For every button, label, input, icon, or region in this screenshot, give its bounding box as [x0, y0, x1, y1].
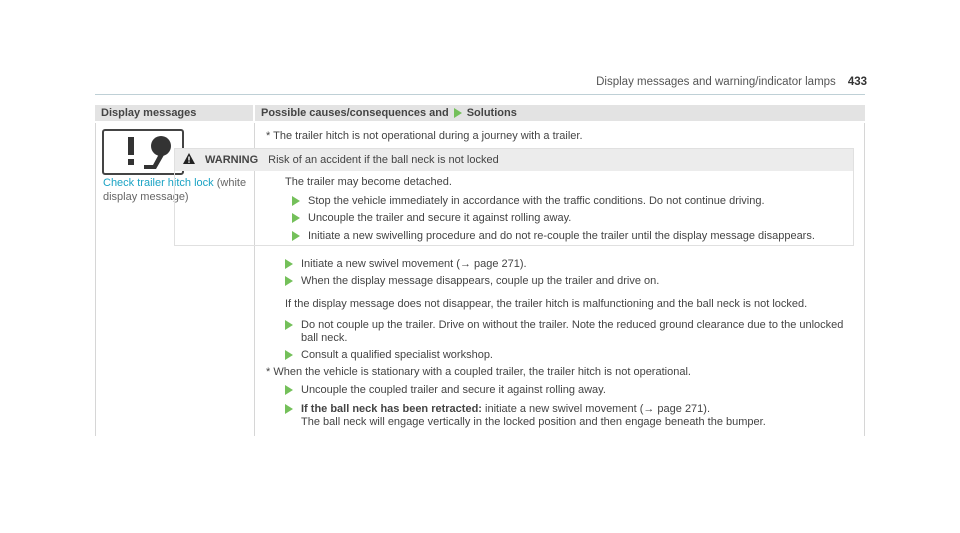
step-bold: If the ball neck has been retracted: — [301, 403, 482, 415]
step-arrow-icon — [285, 350, 293, 360]
divider — [864, 123, 865, 436]
step-arrow-icon — [285, 320, 293, 330]
step — [285, 318, 843, 332]
step-text: Initiate a new swivelling procedure and do not re-couple the trailer until the display message disappears. — [308, 230, 815, 242]
step-rest: initiate a new swivel movement (→ page 271). — [485, 403, 711, 415]
paragraph: If the display message does not disappear, the trailer hitch is malfunctioning and the ball neck is not locked. — [285, 298, 808, 310]
note-line: * The trailer hitch is not operational during a journey with a trailer. — [266, 130, 583, 142]
step-text — [301, 402, 710, 416]
col2-header-b: Solutions — [466, 107, 517, 119]
warning-text: Risk of an accident if the ball neck is not locked — [268, 154, 499, 166]
step-text: Consult a qualified specialist workshop. — [301, 349, 493, 361]
warning-title: WARNING — [205, 154, 259, 166]
note-line: * When the vehicle is stationary with a coupled trailer, the trailer hitch is not operational. — [266, 366, 691, 378]
step-text: Do not couple up the trailer. Drive on without the trailer. Note the reduced ground clearance due to the unlocked — [301, 319, 844, 331]
step-arrow-icon — [285, 385, 293, 395]
step-text: Uncouple the trailer and secure it against rolling away. — [308, 212, 572, 224]
step — [285, 274, 659, 288]
step-text-cont: The ball neck will engage vertically in the locked position and then engage beneath the bumper. — [301, 416, 766, 428]
step — [292, 229, 815, 243]
step-arrow-icon — [285, 259, 293, 269]
header-rule — [95, 94, 865, 95]
warning-body: The trailer may become detached. — [285, 176, 452, 188]
divider — [95, 123, 96, 436]
step-text: When the display message disappears, couple up the trailer and drive on. — [301, 275, 660, 287]
step — [285, 402, 710, 416]
step — [292, 194, 765, 208]
step-arrow-icon — [285, 276, 293, 286]
arrow-icon — [454, 108, 462, 118]
col2-header — [255, 105, 865, 121]
step — [292, 211, 571, 225]
col2-header-a: Possible causes/consequences and — [261, 107, 449, 119]
message-link[interactable]: Check trailer hitch lock — [103, 177, 214, 189]
step-arrow-icon — [292, 231, 300, 241]
message-suffix: (white display message) — [103, 177, 247, 203]
warning-icon — [183, 153, 195, 167]
step-arrow-icon — [285, 404, 293, 414]
step-text: Uncouple the coupled trailer and secure it against rolling away. — [301, 384, 606, 396]
step-arrow-icon — [292, 196, 300, 206]
page-header — [596, 76, 867, 88]
step-text-cont: ball neck. — [301, 332, 348, 344]
col1-header: Display messages — [95, 105, 253, 121]
step — [285, 383, 606, 397]
warning-header — [175, 149, 853, 171]
trailer-hitch-warning-icon — [102, 129, 184, 175]
page-number: 433 — [847, 76, 867, 88]
step-text: Initiate a new swivel movement (→ page 271). — [301, 258, 527, 270]
step — [285, 257, 527, 271]
step-text: Stop the vehicle immediately in accordance with the traffic conditions. Do not continue driving. — [308, 195, 765, 207]
header-title: Display messages and warning/indicator lamps — [596, 76, 836, 88]
step — [285, 348, 493, 362]
step-arrow-icon — [292, 213, 300, 223]
